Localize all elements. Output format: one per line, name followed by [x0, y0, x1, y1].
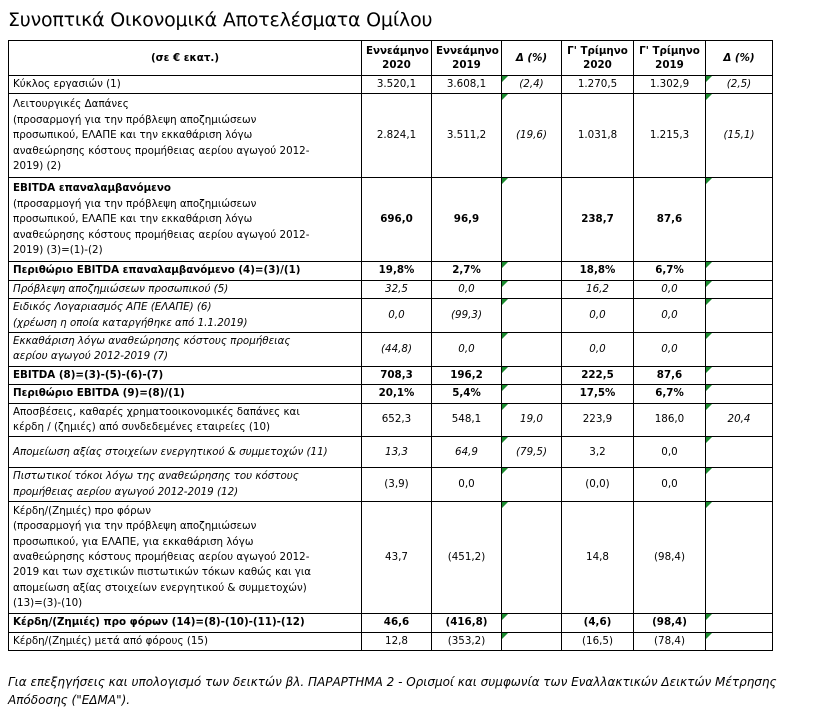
header-unit: (σε € εκατ.)	[9, 41, 362, 76]
cell-delta-9m	[502, 632, 562, 650]
cell-9m-2020: 708,3	[362, 366, 432, 384]
cell-9m-2020: 46,6	[362, 614, 432, 632]
row-label: Κύκλος εργασιών (1)	[9, 76, 362, 94]
header-9m-2019: Εννεάμηνο 2019	[432, 41, 502, 76]
cell-delta-q3	[706, 299, 773, 333]
cell-q3-2019: (98,4)	[634, 502, 706, 614]
table-row	[9, 385, 773, 403]
cell-delta-9m: (2,4)	[502, 76, 562, 94]
row-label: Περιθώριο EBITDA (9)=(8)/(1)	[9, 385, 362, 403]
cell-delta-q3	[706, 366, 773, 384]
cell-9m-2019: 64,9	[432, 437, 502, 468]
cell-delta-9m: (79,5)	[502, 437, 562, 468]
cell-delta-q3: 20,4	[706, 403, 773, 437]
cell-q3-2019: 0,0	[634, 299, 706, 333]
cell-q3-2019: 0,0	[634, 468, 706, 502]
cell-q3-2020: 222,5	[562, 366, 634, 384]
cell-q3-2020: (0,0)	[562, 468, 634, 502]
row-label: Λειτουργικές Δαπάνες (προσαρμογή για την πρόβλεψη αποζημιώσεων προσωπικού, ΕΛΑΠΕ και την εκκαθάριση λόγω αναθεώρησης κόστους προμήθειας αερίου αγωγού 2012- 2019) (2)	[9, 94, 362, 178]
cell-q3-2020: 0,0	[562, 299, 634, 333]
cell-delta-9m	[502, 366, 562, 384]
cell-9m-2020: 696,0	[362, 178, 432, 262]
cell-delta-9m: (19,6)	[502, 94, 562, 178]
cell-9m-2020: 13,3	[362, 437, 432, 468]
cell-q3-2019: 6,7%	[634, 262, 706, 280]
cell-9m-2020: 2.824,1	[362, 94, 432, 178]
cell-9m-2019: (353,2)	[432, 632, 502, 650]
table-row	[9, 299, 773, 333]
cell-9m-2019: 5,4%	[432, 385, 502, 403]
cell-delta-q3	[706, 385, 773, 403]
table-row	[9, 280, 773, 298]
table-row	[9, 366, 773, 384]
cell-q3-2019: 0,0	[634, 280, 706, 298]
table-row	[9, 178, 773, 262]
cell-9m-2019: 196,2	[432, 366, 502, 384]
cell-delta-9m	[502, 299, 562, 333]
table-row	[9, 502, 773, 614]
row-label: Κέρδη/(Ζημιές) προ φόρων (προσαρμογή για την πρόβλεψη αποζημιώσεων προσωπικού, για ΕΛΑΠΕ, για εκκαθάριση λόγω αναθεώρησης κόστους προμήθειας αερίου αγωγού 2012- 2019 και των σχετικών πιστωτικών τόκων καθώς και για απομείωση αξίας στοιχείων ενεργητικού & συμμετοχών) (13)=(3)-(10)	[9, 502, 362, 614]
cell-q3-2020: 18,8%	[562, 262, 634, 280]
cell-q3-2020: 14,8	[562, 502, 634, 614]
cell-9m-2019: 548,1	[432, 403, 502, 437]
row-label: Κέρδη/(Ζημιές) προ φόρων (14)=(8)-(10)-(11)-(12)	[9, 614, 362, 632]
table-header-row	[9, 41, 773, 76]
cell-q3-2020: 223,9	[562, 403, 634, 437]
table-row	[9, 614, 773, 632]
cell-9m-2019: (416,8)	[432, 614, 502, 632]
cell-delta-9m: 19,0	[502, 403, 562, 437]
cell-q3-2019: 87,6	[634, 366, 706, 384]
row-label: Πρόβλεψη αποζημιώσεων προσωπικού (5)	[9, 280, 362, 298]
cell-q3-2019: 1.215,3	[634, 94, 706, 178]
header-delta-9m: Δ (%)	[502, 41, 562, 76]
row-label: Ειδικός Λογαριασμός ΑΠΕ (ΕΛΑΠΕ) (6) (χρέωση η οποία καταργήθηκε από 1.1.2019)	[9, 299, 362, 333]
cell-q3-2019: 186,0	[634, 403, 706, 437]
table-row	[9, 94, 773, 178]
cell-delta-q3	[706, 502, 773, 614]
cell-q3-2019: (98,4)	[634, 614, 706, 632]
cell-q3-2020: (16,5)	[562, 632, 634, 650]
row-label: Πιστωτικοί τόκοι λόγω της αναθεώρησης του κόστους προμήθειας αερίου αγωγού 2012-2019 (12)	[9, 468, 362, 502]
row-label: Εκκαθάριση λόγω αναθεώρησης κόστους προμήθειας αερίου αγωγού 2012-2019 (7)	[9, 333, 362, 367]
cell-q3-2019: 6,7%	[634, 385, 706, 403]
cell-9m-2020: 0,0	[362, 299, 432, 333]
cell-delta-9m	[502, 614, 562, 632]
cell-delta-q3	[706, 262, 773, 280]
table-row	[9, 333, 773, 367]
cell-9m-2019: 0,0	[432, 280, 502, 298]
table-row	[9, 437, 773, 468]
cell-q3-2020: 3,2	[562, 437, 634, 468]
cell-9m-2020: (44,8)	[362, 333, 432, 367]
cell-delta-9m	[502, 502, 562, 614]
cell-q3-2019: 0,0	[634, 333, 706, 367]
cell-9m-2020: 20,1%	[362, 385, 432, 403]
cell-delta-q3: (15,1)	[706, 94, 773, 178]
cell-9m-2019: (99,3)	[432, 299, 502, 333]
table-row	[9, 632, 773, 650]
cell-9m-2019: 3.608,1	[432, 76, 502, 94]
row-label: Απομείωση αξίας στοιχείων ενεργητικού & συμμετοχών (11)	[9, 437, 362, 468]
cell-9m-2019: 96,9	[432, 178, 502, 262]
row-label: Αποσβέσεις, καθαρές χρηματοοικονομικές δαπάνες και κέρδη / (ζημιές) από συνδεδεμένες εταιρείες (10)	[9, 403, 362, 437]
row-label: Περιθώριο EBITDA επαναλαμβανόμενο (4)=(3)/(1)	[9, 262, 362, 280]
cell-delta-9m	[502, 385, 562, 403]
cell-delta-q3	[706, 614, 773, 632]
cell-delta-q3	[706, 280, 773, 298]
footnote: Για επεξηγήσεις και υπολογισμό των δεικτών βλ. ΠΑΡΑΡΤΗΜΑ 2 - Ορισμοί και συμφωνία των Εναλλακτικών Δεικτών Μέτρησης Απόδοσης ("ΕΔΜΑ").	[8, 675, 777, 707]
header-9m-2020: Εννεάμηνο 2020	[362, 41, 432, 76]
header-q3-2019: Γ' Τρίμηνο 2019	[634, 41, 706, 76]
cell-q3-2020: 1.031,8	[562, 94, 634, 178]
financial-results-table	[8, 40, 773, 651]
cell-delta-9m	[502, 333, 562, 367]
cell-delta-9m	[502, 262, 562, 280]
cell-q3-2020: 17,5%	[562, 385, 634, 403]
cell-q3-2019: 1.302,9	[634, 76, 706, 94]
table-row	[9, 76, 773, 94]
row-label: Κέρδη/(Ζημιές) μετά από φόρους (15)	[9, 632, 362, 650]
cell-9m-2020: 19,8%	[362, 262, 432, 280]
cell-9m-2019: 2,7%	[432, 262, 502, 280]
cell-q3-2019: 0,0	[634, 437, 706, 468]
cell-delta-q3	[706, 437, 773, 468]
cell-delta-q3	[706, 632, 773, 650]
cell-delta-9m	[502, 468, 562, 502]
cell-9m-2019: 3.511,2	[432, 94, 502, 178]
cell-9m-2020: 12,8	[362, 632, 432, 650]
row-label: EBITDA επαναλαμβανόμενο (προσαρμογή για την πρόβλεψη αποζημιώσεων προσωπικού, ΕΛΑΠΕ και την εκκαθάριση λόγω αναθεώρησης κόστους προμήθειας αερίου αγωγού 2012- 2019) (3)=(1)-(2)	[9, 178, 362, 262]
cell-q3-2019: (78,4)	[634, 632, 706, 650]
cell-q3-2020: (4,6)	[562, 614, 634, 632]
cell-delta-9m	[502, 178, 562, 262]
table-row	[9, 262, 773, 280]
cell-9m-2020: 3.520,1	[362, 76, 432, 94]
cell-q3-2020: 0,0	[562, 333, 634, 367]
cell-9m-2020: 32,5	[362, 280, 432, 298]
header-delta-q3: Δ (%)	[706, 41, 773, 76]
cell-delta-q3: (2,5)	[706, 76, 773, 94]
header-q3-2020: Γ' Τρίμηνο 2020	[562, 41, 634, 76]
cell-9m-2020: 43,7	[362, 502, 432, 614]
cell-delta-q3	[706, 178, 773, 262]
cell-9m-2019: (451,2)	[432, 502, 502, 614]
page-title: Συνοπτικά Οικονομικά Αποτελέσματα Ομίλου	[8, 9, 433, 31]
cell-q3-2020: 16,2	[562, 280, 634, 298]
cell-9m-2020: (3,9)	[362, 468, 432, 502]
cell-9m-2019: 0,0	[432, 333, 502, 367]
cell-q3-2020: 1.270,5	[562, 76, 634, 94]
cell-delta-q3	[706, 333, 773, 367]
table-row	[9, 468, 773, 502]
cell-q3-2020: 238,7	[562, 178, 634, 262]
cell-q3-2019: 87,6	[634, 178, 706, 262]
cell-delta-q3	[706, 468, 773, 502]
cell-delta-9m	[502, 280, 562, 298]
table-row	[9, 403, 773, 437]
cell-9m-2019: 0,0	[432, 468, 502, 502]
row-label: EBITDA (8)=(3)-(5)-(6)-(7)	[9, 366, 362, 384]
cell-9m-2020: 652,3	[362, 403, 432, 437]
